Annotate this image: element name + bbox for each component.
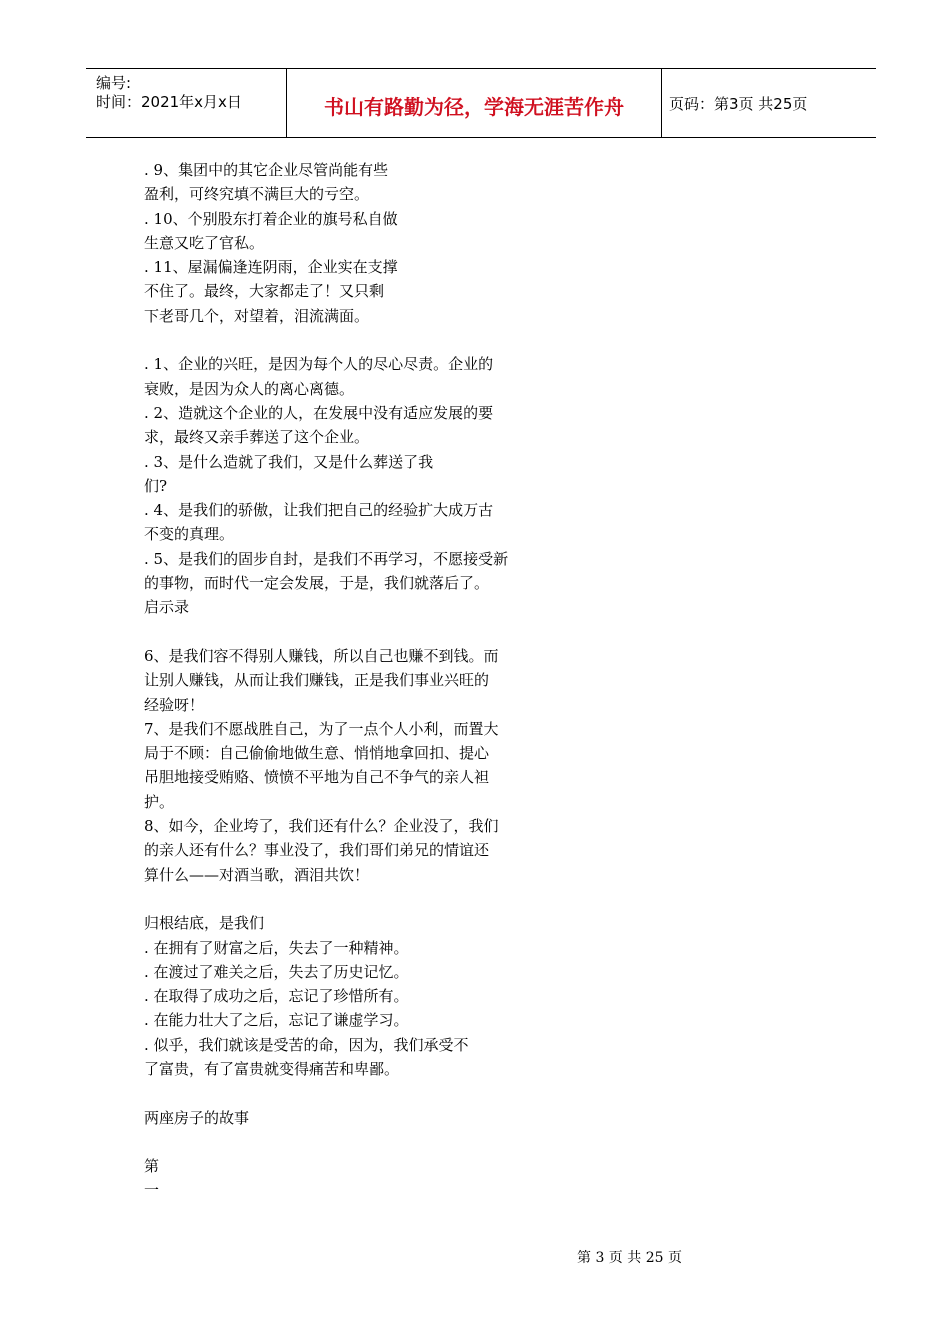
text-line: . 1、企业的兴旺，是因为每个人的尽心尽责。企业的 (144, 355, 494, 374)
text-line: 不变的真理。 (144, 525, 235, 544)
document-time-label: 时间：2021年x月x日 (96, 93, 242, 111)
text-line: 的事物，而时代一定会发展，于是，我们就落后了。 (144, 574, 490, 593)
text-line: 经验呀！ (144, 695, 205, 714)
text-line: 一 (144, 1181, 160, 1200)
text-line: 启示录 (144, 598, 190, 617)
paragraph-gap (144, 1130, 564, 1154)
text-line: 算什么——对酒当歌，酒泪共饮！ (144, 865, 370, 884)
text-line: 6、是我们容不得别人赚钱，所以自己也赚不到钱。而 (144, 646, 499, 665)
text-line: 生意又吃了官私。 (144, 233, 265, 252)
page-footer: 第 3 页 共 25 页 (577, 1250, 682, 1266)
header-page-info: 页码：第3页 共25页 (669, 95, 808, 113)
text-line: . 3、是什么造就了我们，又是什么葬送了我 (144, 452, 434, 471)
text-line: 衰败，是因为众人的离心离德。 (144, 379, 355, 398)
paragraph-gap (144, 620, 564, 644)
text-line: . 10、个别股东打着企业的旗号私自做 (144, 209, 398, 228)
text-line: 吊胆地接受贿赂、愤愤不平地为自己不争气的亲人袒 (144, 768, 490, 787)
paragraph (144, 1106, 564, 1130)
text-line: 让别人赚钱，从而让我们赚钱，正是我们事业兴旺的 (144, 671, 490, 690)
text-line: 7、是我们不愿战胜自己，为了一点个人小利，而置大 (144, 719, 499, 738)
text-line: . 5、是我们的固步自封，是我们不再学习，不愿接受新 (144, 549, 509, 568)
text-line: 求，最终又亲手葬送了这个企业。 (144, 428, 370, 447)
paragraph (144, 352, 564, 619)
text-line: . 在渡过了难关之后，失去了历史记忆。 (144, 962, 409, 981)
text-line: 第 (144, 1157, 160, 1176)
document-body (144, 158, 564, 1203)
text-line: 的亲人还有什么？事业没了，我们哥们弟兄的情谊还 (144, 841, 490, 860)
paragraph (144, 158, 564, 328)
text-line: . 似乎，我们就该是受苦的命，因为，我们承受不 (144, 1035, 469, 1054)
text-line: . 在能力壮大了之后，忘记了谦虚学习。 (144, 1011, 409, 1030)
text-line: 两座房子的故事 (144, 1108, 250, 1127)
text-line: 不住了。最终，大家都走了！又只剩 (144, 282, 385, 301)
text-line: . 2、造就这个企业的人，在发展中没有适应发展的要 (144, 403, 494, 422)
paragraph (144, 1154, 564, 1203)
text-line: . 4、是我们的骄傲，让我们把自己的经验扩大成万古 (144, 501, 494, 520)
text-line: . 9、集团中的其它企业尽管尚能有些 (144, 161, 389, 179)
text-line: 盈利，可终究填不满巨大的亏空。 (144, 185, 370, 204)
header-motto-cell (286, 69, 662, 137)
text-line: 们? (144, 476, 168, 495)
text-line: 8、如今，企业垮了，我们还有什么？企业没了，我们 (144, 817, 499, 836)
text-line: 护。 (144, 792, 175, 811)
header-page-cell (661, 69, 876, 137)
paragraph (144, 911, 564, 1081)
text-line: 了富贵，有了富贵就变得痛苦和卑鄙。 (144, 1059, 400, 1078)
text-line: . 11、屋漏偏逢连阴雨，企业实在支撑 (144, 258, 398, 277)
text-line: 归根结底，是我们 (144, 914, 265, 933)
header-motto: 书山有路勤为径，学海无涯苦作舟 (324, 95, 624, 119)
text-line: 下老哥几个，对望着，泪流满面。 (144, 306, 370, 325)
text-line: . 在取得了成功之后，忘记了珍惜所有。 (144, 987, 409, 1006)
text-line: 局于不顾：自己偷偷地做生意、悄悄地拿回扣、提心 (144, 744, 490, 763)
header-meta-cell (86, 69, 286, 137)
paragraph-gap (144, 1081, 564, 1105)
document-number-label: 编号: (96, 74, 132, 92)
paragraph-gap (144, 887, 564, 911)
paragraph-gap (144, 328, 564, 352)
paragraph (144, 644, 564, 887)
page-header (86, 68, 876, 138)
text-line: . 在拥有了财富之后，失去了一种精神。 (144, 938, 409, 957)
